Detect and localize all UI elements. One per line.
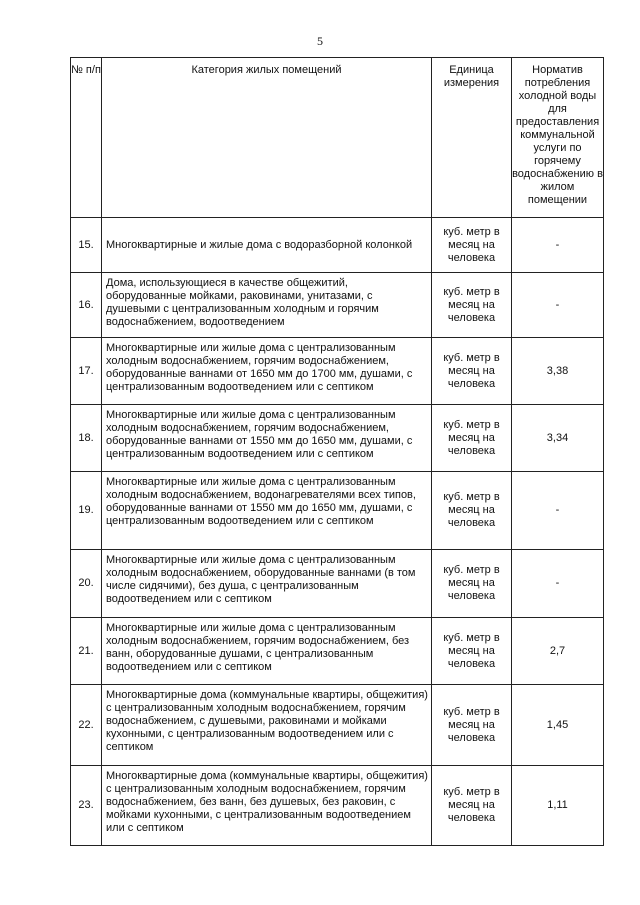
row-num: 23.	[71, 766, 102, 846]
row-category: Многоквартирные или жилые дома с централизованным холодным водоснабжением, водонагревателями всех типов, оборудованные ваннами от 1550 мм до 1650 мм, душами, с централизованным водоотведением или с септиком	[102, 472, 432, 550]
row-num: 21.	[71, 618, 102, 685]
row-unit: куб. метр в месяц на человека	[432, 550, 512, 618]
norms-table	[70, 57, 604, 846]
row-num: 22.	[71, 685, 102, 766]
row-norm: 3,38	[512, 338, 604, 405]
row-category: Многоквартирные или жилые дома с централизованным холодным водоснабжением, оборудованные ваннами (в том числе сидячими), без душа, с централизованным водоотведением или с септиком	[102, 550, 432, 618]
table-header-row	[71, 58, 604, 218]
row-unit: куб. метр в месяц на человека	[432, 218, 512, 273]
row-unit: куб. метр в месяц на человека	[432, 472, 512, 550]
page-number: 5	[317, 34, 323, 48]
row-category: Многоквартирные или жилые дома с централизованным холодным водоснабжением, горячим водоснабжением, оборудованные ваннами от 1650 мм до 1700 мм, душами, с централизованным водоотведением или с септиком	[102, 338, 432, 405]
table-row	[71, 766, 604, 846]
row-category: Дома, использующиеся в качестве общежитий, оборудованные мойками, раковинами, унитазами, с душевыми с централизованным холодным и горячим водоснабжением, водоотведением	[102, 273, 432, 338]
table-row	[71, 218, 604, 273]
row-num: 17.	[71, 338, 102, 405]
header-num: № п/п	[71, 58, 102, 218]
row-num: 20.	[71, 550, 102, 618]
table-row	[71, 338, 604, 405]
row-unit: куб. метр в месяц на человека	[432, 405, 512, 472]
table-row	[71, 550, 604, 618]
header-norm: Норматив потребления холодной воды для предоставления коммунальной услуги по горячему водоснабжению в жилом помещении	[512, 58, 604, 218]
row-norm: -	[512, 472, 604, 550]
row-unit: куб. метр в месяц на человека	[432, 618, 512, 685]
table-row	[71, 618, 604, 685]
row-norm: -	[512, 550, 604, 618]
table-row	[71, 472, 604, 550]
row-norm: 1,11	[512, 766, 604, 846]
row-num: 16.	[71, 273, 102, 338]
row-norm: 2,7	[512, 618, 604, 685]
header-unit: Единица измерения	[432, 58, 512, 218]
row-category: Многоквартирные дома (коммунальные квартиры, общежития) с централизованным холодным водоснабжением, горячим водоснабжением, с душевыми, раковинами и мойками кухонными, с централизованным водоотведением или с септиком	[102, 685, 432, 766]
row-num: 15.	[71, 218, 102, 273]
table-row	[71, 685, 604, 766]
row-category: Многоквартирные дома (коммунальные квартиры, общежития) с централизованным холодным водоснабжением, горячим водоснабжением, без ванн, без душевых, без раковин, с мойками кухонными, с централизованным водоотведением или с септиком	[102, 766, 432, 846]
row-norm: -	[512, 218, 604, 273]
row-category: Многоквартирные или жилые дома с централизованным холодным водоснабжением, горячим водоснабжением, без ванн, оборудованные душами, с централизованным водоотведением или с септиком	[102, 618, 432, 685]
header-category: Категория жилых помещений	[102, 58, 432, 218]
row-unit: куб. метр в месяц на человека	[432, 273, 512, 338]
row-unit: куб. метр в месяц на человека	[432, 685, 512, 766]
row-category: Многоквартирные и жилые дома с водоразборной колонкой	[102, 218, 432, 273]
row-norm: 1,45	[512, 685, 604, 766]
table-row	[71, 273, 604, 338]
row-norm: -	[512, 273, 604, 338]
table-row	[71, 405, 604, 472]
row-norm: 3,34	[512, 405, 604, 472]
row-unit: куб. метр в месяц на человека	[432, 338, 512, 405]
row-num: 19.	[71, 472, 102, 550]
row-unit: куб. метр в месяц на человека	[432, 766, 512, 846]
row-num: 18.	[71, 405, 102, 472]
row-category: Многоквартирные или жилые дома с централизованным холодным водоснабжением, горячим водоснабжением, оборудованные ваннами от 1550 мм до 1650 мм, душами, с централизованным водоотведением или с септиком	[102, 405, 432, 472]
